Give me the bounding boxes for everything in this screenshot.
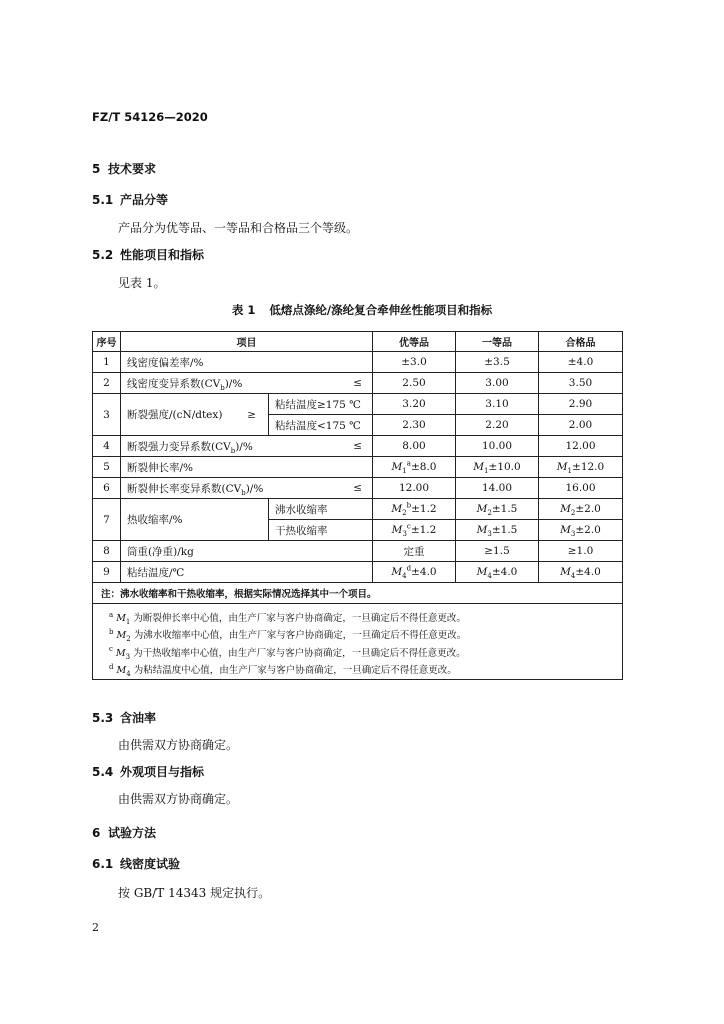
table-note-row <box>93 583 623 604</box>
section-5-2-heading <box>92 247 204 263</box>
table-caption <box>0 302 724 318</box>
row-item <box>121 373 373 394</box>
center-value-symbol: M <box>391 503 403 515</box>
center-value-expression <box>391 564 437 581</box>
value-first <box>456 457 539 478</box>
value-qualified: ≥1.0 <box>539 541 623 562</box>
operator: ≤ <box>353 482 362 494</box>
header-grade-qualified: 合格品 <box>539 332 623 352</box>
center-value-symbol: M <box>116 630 127 642</box>
value-first: 14.00 <box>456 478 539 499</box>
row-item <box>121 499 269 541</box>
value-first: 3.10 <box>456 394 539 415</box>
footnote-text: 为沸水收缩率中心值，由生产厂家与客户协商确定，一旦确定后不得任意更改。 <box>133 630 467 642</box>
section-title: 线密度试验 <box>120 857 181 871</box>
item-label <box>127 483 263 495</box>
section-title: 含油率 <box>120 711 157 725</box>
value-first: 2.20 <box>456 415 539 436</box>
center-value-symbol: M <box>115 647 126 659</box>
operator: ≥ <box>247 408 256 421</box>
value-superior: 2.50 <box>373 373 456 394</box>
center-value-expression <box>476 524 518 539</box>
footnote-mark: b <box>406 501 412 510</box>
section-number: 6 <box>92 826 101 840</box>
symbol-subscript: 4 <box>570 572 576 581</box>
center-value-expression <box>391 501 437 518</box>
section-5-1-body: 产品分为优等品、一等品和合格品三个等级。 <box>118 221 359 235</box>
center-value-symbol: M <box>116 664 127 676</box>
footnote-mark: c <box>109 645 113 654</box>
section-title: 试验方法 <box>108 826 157 840</box>
row-seq: 9 <box>93 562 121 583</box>
table-header-row <box>93 332 623 352</box>
section-5-3-heading <box>92 710 156 726</box>
section-5-1-heading <box>92 192 168 208</box>
footnote <box>109 610 622 627</box>
item-label-post: )/% <box>245 482 264 495</box>
value-qualified: 16.00 <box>539 478 623 499</box>
row-seq: 1 <box>93 352 121 373</box>
operator: ≤ <box>353 377 362 389</box>
center-value-symbol: M <box>560 566 571 578</box>
value-first <box>456 520 539 541</box>
row-item <box>121 478 373 499</box>
center-value-symbol: M <box>556 461 568 473</box>
section-6-1-body: 按 GB/T 14343 规定执行。 <box>118 886 271 900</box>
item-label-post: )/% <box>224 377 243 390</box>
tolerance: ±2.0 <box>575 524 601 536</box>
table-row <box>93 394 623 415</box>
table-row <box>93 478 623 499</box>
value-qualified <box>539 499 623 520</box>
tolerance: ±1.5 <box>491 524 518 536</box>
item-label-post: )/% <box>235 440 253 453</box>
symbol-subscript: 1 <box>402 467 407 476</box>
value-qualified <box>539 520 623 541</box>
center-value-expression <box>473 461 521 476</box>
row-item <box>121 541 373 562</box>
section-5-4-heading <box>92 764 204 780</box>
symbol-subscript: 3 <box>125 652 131 661</box>
footnote-mark: d <box>406 564 412 573</box>
footnote-text: 为断裂伸长率中心值，由生产厂家与客户协商确定，一旦确定后不得任意更改。 <box>133 613 466 624</box>
tolerance: ±1.2 <box>410 524 437 536</box>
section-number: 5 <box>92 162 101 176</box>
symbol-subscript: 2 <box>126 635 131 644</box>
section-number: 5.2 <box>92 248 114 262</box>
table-row <box>93 541 623 562</box>
table-caption-number: 表 1 <box>231 303 256 317</box>
item-label: 断裂伸长率/% <box>127 461 194 474</box>
section-title: 外观项目与指标 <box>120 765 205 779</box>
value-superior <box>373 520 456 541</box>
section-6-1-heading <box>92 856 180 872</box>
value-qualified <box>539 562 623 583</box>
row-item <box>121 352 373 373</box>
value-superior <box>373 499 456 520</box>
item-label-sub: b <box>220 383 225 392</box>
section-5-3-body: 由供需双方协商确定。 <box>118 738 239 752</box>
section-title: 技术要求 <box>108 162 157 176</box>
row-item <box>121 436 373 457</box>
symbol-subscript: 3 <box>402 530 407 539</box>
symbol-subscript: 4 <box>402 572 407 581</box>
sub-item-label: 粘结温度<175 ℃ <box>269 415 373 436</box>
section-5-heading <box>92 161 156 177</box>
table-row <box>93 562 623 583</box>
center-value-symbol: M <box>476 566 488 578</box>
value-qualified: 2.00 <box>539 415 623 436</box>
center-value-symbol: M <box>476 503 488 515</box>
center-value-expression <box>560 524 601 539</box>
value-superior: 定重 <box>373 541 456 562</box>
section-5-2-body: 见表 1。 <box>118 276 166 290</box>
tolerance: ±1.2 <box>411 503 437 515</box>
item-label <box>127 441 253 453</box>
value-qualified: ±4.0 <box>539 352 623 373</box>
sub-item-label: 沸水收缩率 <box>269 499 373 520</box>
value-first <box>456 562 539 583</box>
value-first <box>456 499 539 520</box>
value-first: ±3.5 <box>456 352 539 373</box>
value-superior: 2.30 <box>373 415 456 436</box>
row-seq: 8 <box>93 541 121 562</box>
row-seq: 7 <box>93 499 121 541</box>
center-value-symbol: M <box>391 524 403 536</box>
value-superior: ±3.0 <box>373 352 456 373</box>
row-item <box>121 457 373 478</box>
row-seq: 3 <box>93 394 121 436</box>
footnote-text: 为干热收缩率中心值，由生产厂家与客户协商确定，一旦确定后不得任意更改。 <box>133 647 466 659</box>
footnote-mark: b <box>109 628 114 637</box>
row-item <box>121 394 269 436</box>
item-label: 筒重(净重)/kg <box>127 545 194 558</box>
table-footnotes <box>93 604 623 680</box>
item-label: 断裂强度/(cN/dtex) <box>127 409 223 421</box>
footnote-mark: a <box>406 459 411 468</box>
tolerance: ±2.0 <box>575 503 601 515</box>
sub-item-label: 粘结温度≥175 ℃ <box>269 394 373 415</box>
footnote-mark: d <box>109 662 114 671</box>
row-item <box>121 562 373 583</box>
section-6-heading <box>92 825 156 841</box>
tolerance: ±4.0 <box>411 566 437 578</box>
table-row <box>93 352 623 373</box>
section-title: 性能项目和指标 <box>120 248 205 262</box>
value-qualified: 12.00 <box>539 436 623 457</box>
symbol-subscript: 2 <box>487 509 492 518</box>
row-seq: 4 <box>93 436 121 457</box>
section-number: 5.4 <box>92 765 114 779</box>
table-row <box>93 499 623 520</box>
tolerance: ±4.0 <box>491 566 518 578</box>
table-note: 注：沸水收缩率和干热收缩率，根据实际情况选择其中一个项目。 <box>93 583 623 604</box>
row-seq: 5 <box>93 457 121 478</box>
section-number: 5.3 <box>92 711 114 725</box>
tolerance: ±10.0 <box>488 461 521 473</box>
row-seq: 6 <box>93 478 121 499</box>
value-superior: 12.00 <box>373 478 456 499</box>
center-value-symbol: M <box>116 613 126 624</box>
section-title: 产品分等 <box>120 193 169 207</box>
value-superior <box>373 562 456 583</box>
symbol-subscript: 4 <box>126 669 131 678</box>
spec-table <box>92 331 623 680</box>
symbol-subscript: 1 <box>567 467 573 476</box>
value-qualified <box>539 457 623 478</box>
tolerance: ±4.0 <box>575 566 601 578</box>
header-grade-first: 一等品 <box>456 332 539 352</box>
center-value-expression <box>556 461 605 476</box>
operator: ≤ <box>353 440 362 452</box>
center-value-expression <box>560 566 601 581</box>
footnote-text: 为粘结温度中心值，由生产厂家与客户协商确定，一旦确定后不得任意更改。 <box>133 664 457 676</box>
item-label: 粘结温度/℃ <box>127 566 185 579</box>
tolerance: ±8.0 <box>410 461 437 473</box>
value-qualified: 2.90 <box>539 394 623 415</box>
item-label: 线密度偏差率/% <box>127 356 204 369</box>
header-seq: 序号 <box>93 332 121 352</box>
section-number: 6.1 <box>92 857 114 871</box>
table-row <box>93 457 623 478</box>
item-label <box>127 378 242 390</box>
tolerance: ±12.0 <box>572 461 605 473</box>
tolerance: ±1.5 <box>491 503 518 515</box>
table-footnotes-row <box>93 604 623 680</box>
footnote <box>109 662 622 679</box>
item-label-pre: 断裂伸长率变异系数(CV <box>127 482 242 495</box>
value-superior: 8.00 <box>373 436 456 457</box>
page-number: 2 <box>92 921 99 934</box>
item-label: 热收缩率/% <box>127 514 183 526</box>
section-number: 5.1 <box>92 193 114 207</box>
standard-code: FZ/T 54126—2020 <box>92 110 208 124</box>
value-superior: 3.20 <box>373 394 456 415</box>
symbol-subscript: 3 <box>570 530 576 539</box>
table-row <box>93 436 623 457</box>
center-value-symbol: M <box>560 503 571 515</box>
symbol-subscript: 4 <box>487 572 492 581</box>
table-row <box>93 373 623 394</box>
center-value-symbol: M <box>560 524 571 536</box>
center-value-expression <box>476 503 518 518</box>
header-grade-superior: 优等品 <box>373 332 456 352</box>
symbol-subscript: 2 <box>570 509 576 518</box>
value-superior <box>373 457 456 478</box>
value-first: 3.00 <box>456 373 539 394</box>
symbol-subscript: 1 <box>484 467 489 476</box>
value-first: ≥1.5 <box>456 541 539 562</box>
value-first: 10.00 <box>456 436 539 457</box>
footnote-mark: c <box>406 522 411 531</box>
item-label-pre: 断裂强力变异系数(CV <box>127 440 231 453</box>
center-value-expression <box>560 503 601 518</box>
symbol-subscript: 1 <box>125 617 131 626</box>
center-value-symbol: M <box>476 524 488 536</box>
symbol-subscript: 2 <box>402 509 407 518</box>
value-qualified: 3.50 <box>539 373 623 394</box>
table-caption-title: 低熔点涤纶/涤纶复合牵伸丝性能项目和指标 <box>269 303 493 317</box>
center-value-expression <box>391 522 437 539</box>
center-value-symbol: M <box>473 461 485 473</box>
footnote <box>109 645 622 662</box>
item-label-sub: b <box>230 446 236 455</box>
sub-item-label: 干热收缩率 <box>269 520 373 541</box>
footnote-mark: a <box>109 610 114 619</box>
section-5-4-body: 由供需双方协商确定。 <box>118 792 239 806</box>
center-value-symbol: M <box>391 461 403 473</box>
center-value-expression <box>391 459 437 476</box>
center-value-symbol: M <box>391 566 403 578</box>
header-item: 项目 <box>121 332 373 352</box>
item-label-pre: 线密度变异系数(CV <box>127 377 221 390</box>
center-value-expression <box>476 566 518 581</box>
symbol-subscript: 3 <box>487 530 492 539</box>
item-label-sub: b <box>241 488 246 497</box>
row-seq: 2 <box>93 373 121 394</box>
footnote <box>109 627 622 644</box>
